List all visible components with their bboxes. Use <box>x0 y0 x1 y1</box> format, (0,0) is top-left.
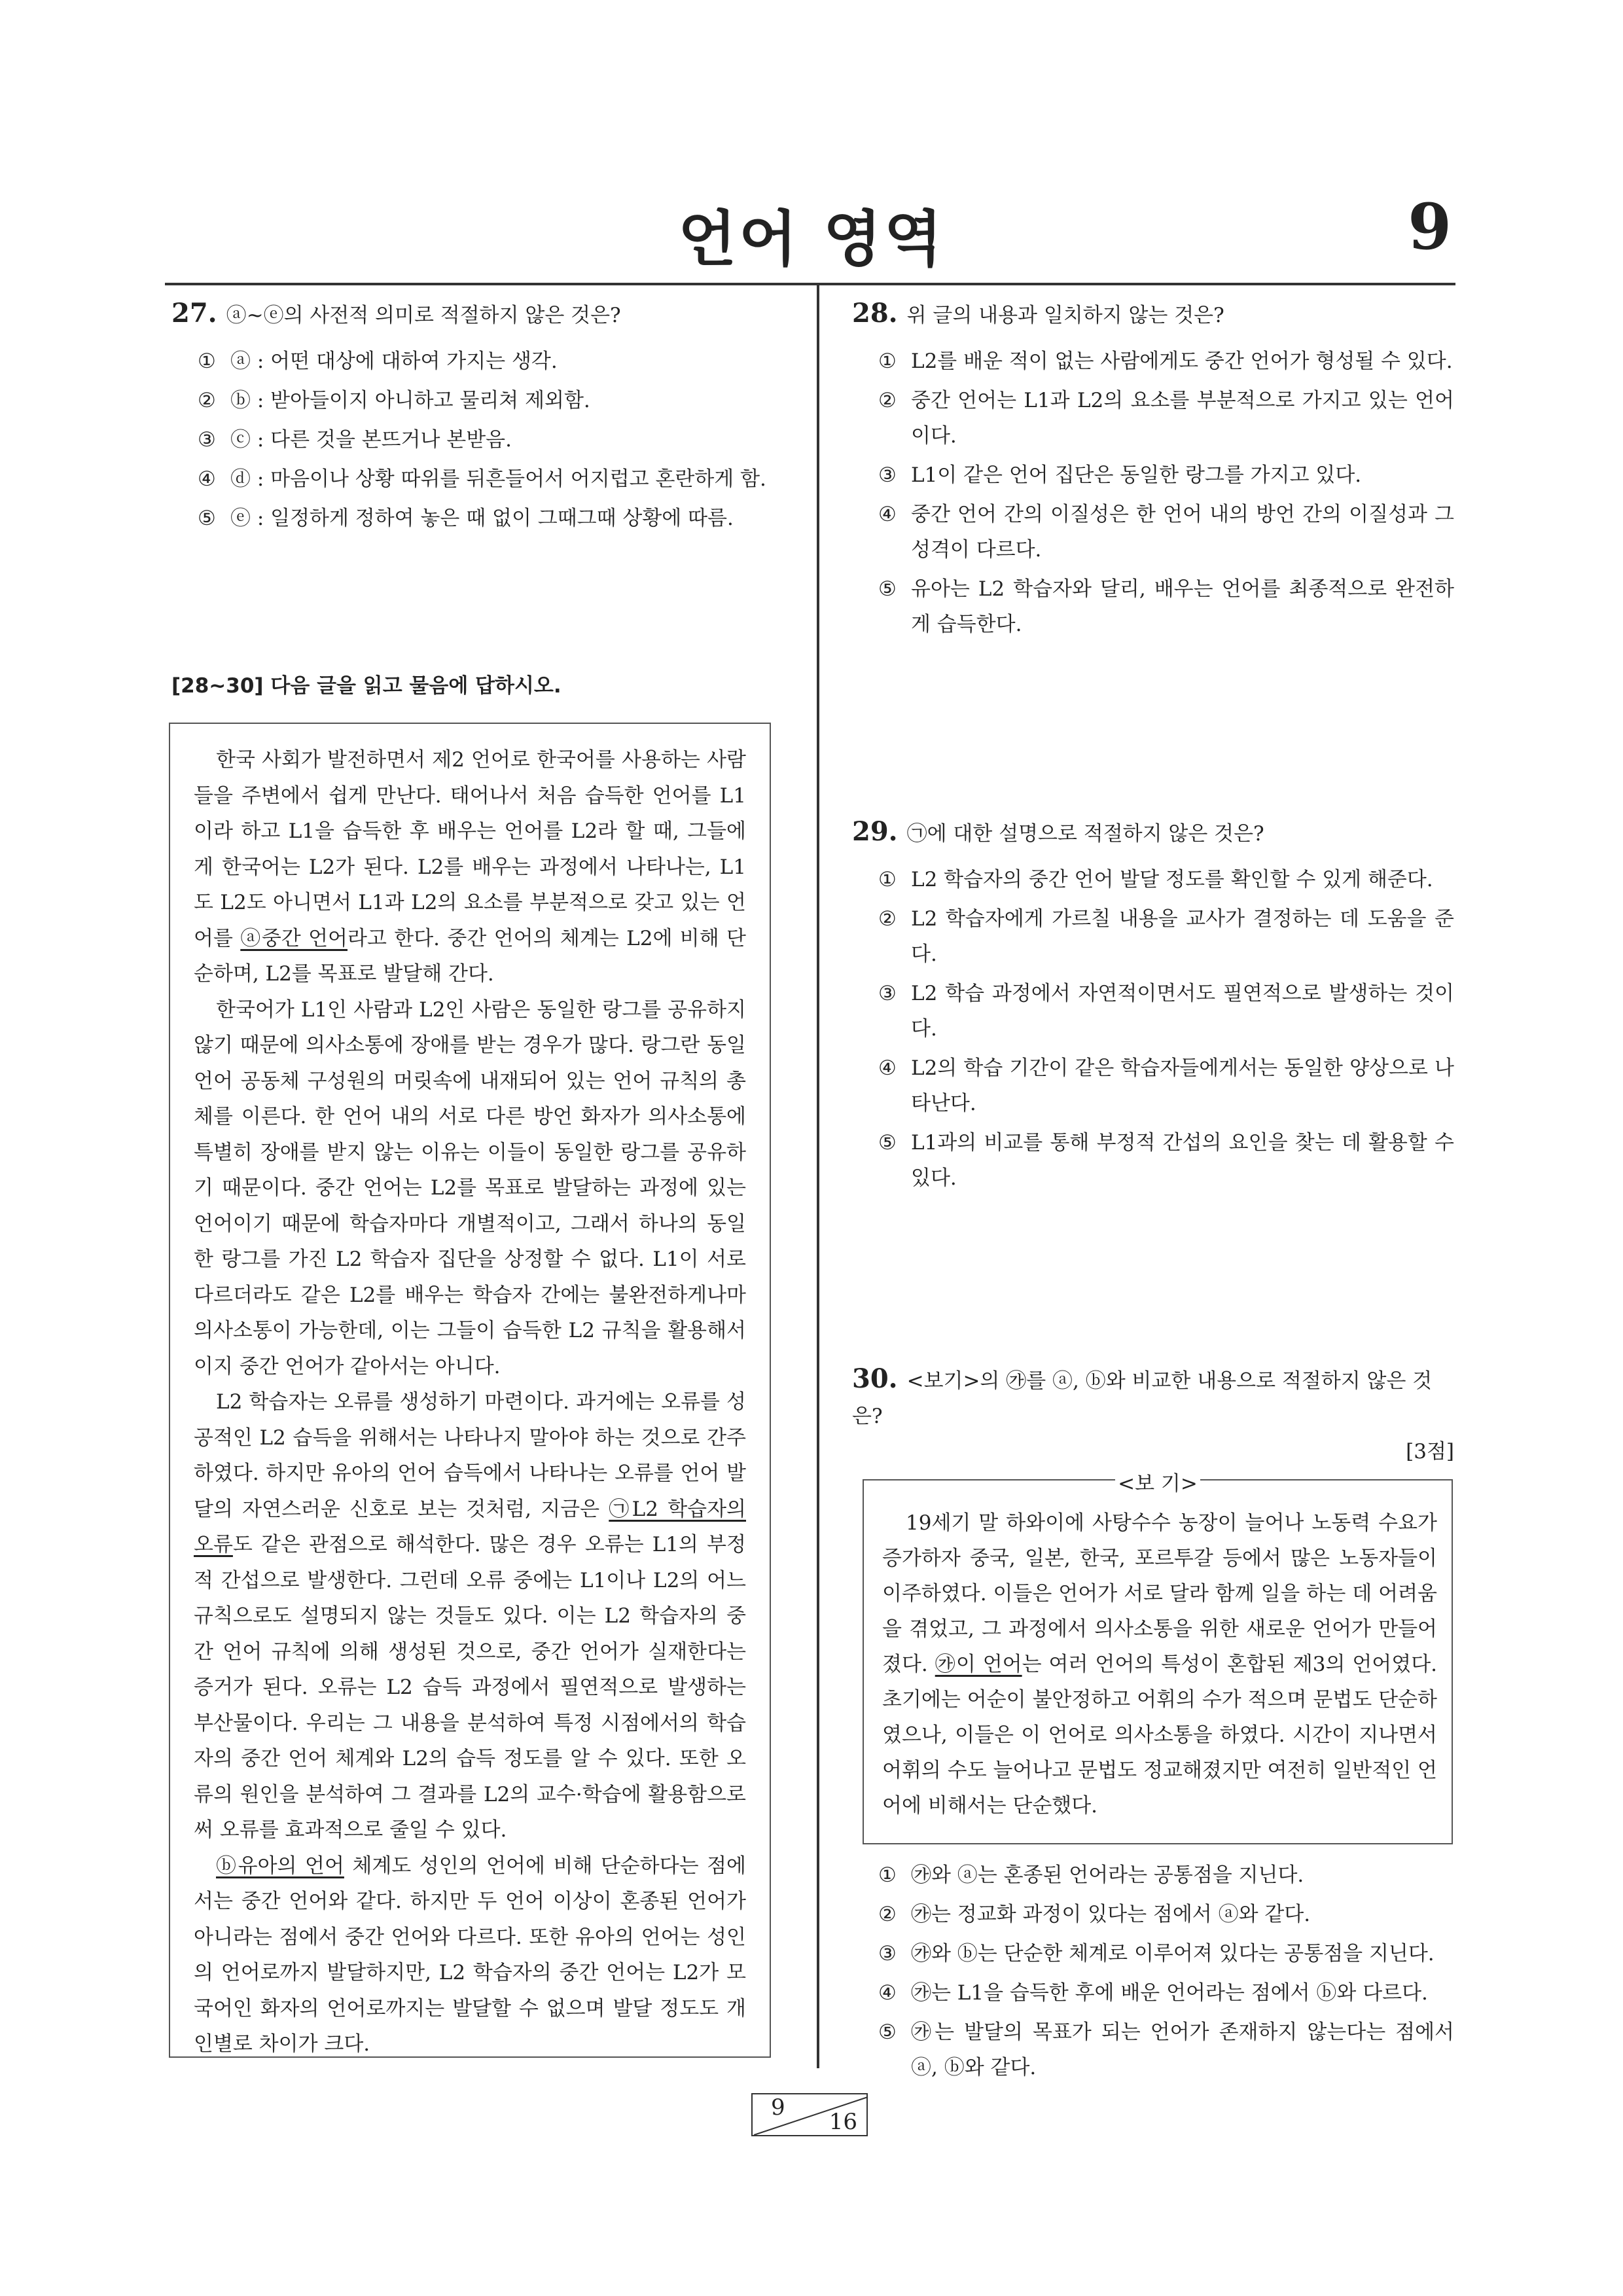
option-text: L1과의 비교를 통해 부정적 간섭의 요인을 찾는 데 활용할 수 있다. <box>911 1131 1454 1190</box>
answer-option[interactable] <box>878 497 1454 567</box>
option-marker: ④ <box>198 467 216 491</box>
answer-option[interactable] <box>878 1857 1454 1893</box>
answer-option[interactable] <box>878 383 1454 454</box>
option-marker: ④ <box>878 1981 897 2005</box>
header-rule <box>165 283 1455 285</box>
bogi-text: 19세기 말 하와이에 사탕수수 농장이 늘어나 노동력 수요가 증가하자 중국, 일본, 한국, 포르투갈 등에서 많은 노동자들이 이주하였다. 이들은 언어가 서로 달라 함께 일을 하는 데 어려움을 겪었고, 그 과정에서 의사소통을 위한 새로운 언어가 만들어졌다. ㉮이 언어는 여러 언어의 특성이 혼합된 제3의 언어였다. 초기에는 어순이 불안정하고 어휘의 수가 적으며 문법도 단순하였으나, 이들은 이 언어로 의사소통을 하였다. 시간이 지나면서 어휘의 수도 늘어나고 문법도 정교해졌지만 여전히 일반적인 언어에 비해서는 단순했다. <box>882 1511 1437 1818</box>
option-marker: ② <box>878 1903 897 1926</box>
answer-option[interactable] <box>878 2015 1454 2085</box>
option-text: ⓐ : 어떤 대상에 대하여 가지는 생각. <box>230 350 558 373</box>
option-marker: ③ <box>878 1942 897 1965</box>
question-28 <box>852 296 1454 646</box>
option-text: ㉮와 ⓐ는 혼종된 언어라는 공통점을 지닌다. <box>911 1863 1304 1887</box>
underlined-term-a: ⓐ중간 언어 <box>240 926 348 950</box>
answer-option[interactable] <box>878 1936 1454 1971</box>
answer-option[interactable] <box>198 461 780 497</box>
question-number: 30. <box>852 1363 898 1394</box>
answer-option[interactable] <box>198 422 780 457</box>
passage-paragraph: L2 학습자는 오류를 생성하기 마련이다. 과거에는 오류를 성공적인 L2 습득을 위해서는 나타나지 말아야 하는 것으로 간주하였다. 하지만 유아의 언어 습득에서 나타나는 오류를 언어 발달의 자연스러운 신호로 보는 것처럼, 지금은 ㉠L2 학습자의 오류도 같은 관점으로 해석한다. 많은 경우 오류는 L1의 부정적 간섭으로 발생한다. 그런데 오류 중에는 L1이나 L2의 어느 규칙으로도 설명되지 않는 것들도 있다. 이는 L2 학습자의 중간 언어 규칙에 의해 생성된 것으로, 중간 언어가 실재한다는 증거가 된다. 오류는 L2 습득 과정에서 필연적으로 발생하는 부산물이다. 우리는 그 내용을 분석하여 특정 시점에서의 학습자의 중간 언어 체계와 L2의 습득 정도를 알 수 있다. 또한 오류의 원인을 분석하여 그 결과를 L2의 교수·학습에 활용함으로써 오류를 효과적으로 줄일 수 있다. <box>194 1390 746 1842</box>
passage-paragraph: 한국 사회가 발전하면서 제2 언어로 한국어를 사용하는 사람들을 주변에서 쉽게 만난다. 태어나서 처음 습득한 언어를 L1이라 하고 L1을 습득한 후 배우는 언어를 L2라 할 때, 그들에게 한국어는 L2가 된다. L2를 배우는 과정에서 나타나는, L1도 L2도 아니면서 L1과 L2의 요소를 부분적으로 갖고 있는 언어를 ⓐ중간 언어라고 한다. 중간 언어의 체계는 L2에 비해 단순하며, L2를 목표로 발달해 간다. <box>194 748 747 986</box>
option-marker: ④ <box>878 1056 897 1080</box>
page-indicator <box>751 2093 868 2136</box>
question-stem: <보기>의 ㉮를 ⓐ, ⓑ와 비교한 내용으로 적절하지 않은 것은? <box>852 1369 1433 1428</box>
option-text: 중간 언어는 L1과 L2의 요소를 부분적으로 가지고 있는 언어이다. <box>911 389 1454 448</box>
underlined-term-b: ⓑ유아의 언어 <box>216 1854 344 1878</box>
option-text: ⓒ : 다른 것을 본뜨거나 본받음. <box>230 428 512 452</box>
column-divider <box>817 284 819 2068</box>
option-list <box>878 1857 1454 2085</box>
current-page: 9 <box>771 2094 785 2121</box>
option-text: L2 학습자의 중간 언어 발달 정도를 확인할 수 있게 해준다. <box>911 868 1433 891</box>
option-marker: ③ <box>878 982 897 1005</box>
option-text: ㉮는 발달의 목표가 되는 언어가 존재하지 않는다는 점에서 ⓐ, ⓑ와 같다. <box>911 2020 1454 2079</box>
option-marker: ① <box>878 1863 897 1887</box>
option-text: L2 학습자에게 가르칠 내용을 교사가 결정하는 데 도움을 준다. <box>911 907 1454 966</box>
bogi-box <box>863 1472 1453 1844</box>
option-marker: ⑤ <box>878 2020 897 2044</box>
option-marker: ② <box>878 389 897 412</box>
answer-option[interactable] <box>878 1050 1454 1121</box>
option-marker: ① <box>198 350 216 373</box>
question-30-options <box>852 1857 1454 2089</box>
option-text: L2의 학습 기간이 같은 학습자들에게서는 동일한 양상으로 나타난다. <box>911 1056 1454 1115</box>
option-text: 유아는 L2 학습자와 달리, 배우는 언어를 최종적으로 완전하게 습득한다. <box>911 577 1454 636</box>
answer-option[interactable] <box>878 571 1454 642</box>
answer-option[interactable] <box>878 1975 1454 2011</box>
question-stem: ⓐ~ⓔ의 사전적 의미로 적절하지 않은 것은? <box>226 304 621 327</box>
option-list <box>878 344 1454 642</box>
option-list <box>878 862 1454 1196</box>
total-pages: 16 <box>829 2109 857 2135</box>
answer-option[interactable] <box>198 344 780 379</box>
option-list <box>198 344 780 536</box>
answer-option[interactable] <box>878 344 1454 379</box>
answer-option[interactable] <box>198 501 780 536</box>
option-marker: ① <box>878 868 897 891</box>
option-marker: ④ <box>878 503 897 526</box>
answer-option[interactable] <box>878 862 1454 897</box>
option-marker: ① <box>878 350 897 373</box>
option-text: ㉮는 정교화 과정이 있다는 점에서 ⓐ와 같다. <box>911 1903 1311 1926</box>
option-text: L2 학습 과정에서 자연적이면서도 필연적으로 발생하는 것이다. <box>911 982 1454 1041</box>
option-text: 중간 언어 간의 이질성은 한 언어 내의 방언 간의 이질성과 그 성격이 다르다. <box>911 503 1454 562</box>
answer-option[interactable] <box>878 457 1454 493</box>
underlined-term-giyeok: ㉠L2 학습자의 오류 <box>194 1497 746 1556</box>
answer-option[interactable] <box>878 1125 1454 1196</box>
reading-passage <box>169 723 771 2058</box>
answer-option[interactable] <box>878 1897 1454 1932</box>
question-number: 28. <box>852 298 898 329</box>
option-text: ㉮와 ⓑ는 단순한 체계로 이루어져 있다는 공통점을 지닌다. <box>911 1942 1435 1965</box>
option-text: ㉮는 L1을 습득한 후에 배운 언어라는 점에서 ⓑ와 다르다. <box>911 1981 1428 2005</box>
option-marker: ⑤ <box>878 577 897 601</box>
question-number: 29. <box>852 816 898 847</box>
option-marker: ② <box>198 389 216 412</box>
score-label: [3점] <box>1406 1440 1454 1463</box>
option-text: L1이 같은 언어 집단은 동일한 랑그를 가지고 있다. <box>911 463 1362 487</box>
option-text: ⓔ : 일정하게 정하여 놓은 때 없이 그때그때 상황에 따름. <box>230 507 734 530</box>
question-27 <box>171 296 780 540</box>
answer-option[interactable] <box>878 901 1454 972</box>
passage-paragraph: ⓑ유아의 언어 체계도 성인의 언어에 비해 단순하다는 점에서는 중간 언어와 같다. 하지만 두 언어 이상이 혼종된 언어가 아니라는 점에서 중간 언어와 다르다. 또한 유아의 언어는 성인의 언어로까지 발달하지만, L2 학습자의 중간 언어는 L2가 모국어인 화자의 언어로까지는 발달할 수 없으며 발달 정도도 개인별로 차이가 크다. <box>194 1854 746 2056</box>
question-stem: ㉠에 대한 설명으로 적절하지 않은 것은? <box>906 822 1264 846</box>
option-text: L2를 배운 적이 없는 사람에게도 중간 언어가 형성될 수 있다. <box>911 350 1453 373</box>
page-number-header: 9 <box>1408 190 1452 264</box>
option-marker: ⑤ <box>198 507 216 530</box>
option-marker: ⑤ <box>878 1131 897 1155</box>
section-heading: [28~30] 다음 글을 읽고 물음에 답하시오. <box>171 674 562 698</box>
answer-option[interactable] <box>198 383 780 418</box>
passage-paragraph: 한국어가 L1인 사람과 L2인 사람은 동일한 랑그를 공유하지 않기 때문에 의사소통에 장애를 받는 경우가 많다. 랑그란 동일 언어 공동체 구성원의 머릿속에 내재되어 있는 언어 규칙의 총체를 이른다. 한 언어 내의 서로 다른 방언 화자가 의사소통에 특별히 장애를 받지 않는 이유는 이들이 동일한 랑그를 공유하기 때문이다. 중간 언어는 L2를 목표로 발달하는 과정에 있는 언어이기 때문에 학습자마다 개별적이고, 그래서 하나의 동일한 랑그를 가진 L2 학습자 집단을 상정할 수 없다. L1이 서로 다르더라도 같은 L2를 배우는 학습자 간에는 불완전하게나마 의사소통이 가능한데, 이는 그들이 습득한 L2 규칙을 활용해서이지 중간 언어가 같아서는 아니다. <box>194 997 746 1378</box>
question-number: 27. <box>171 298 217 329</box>
question-30 <box>852 1361 1454 1469</box>
bogi-label: <보 기> <box>1115 1472 1200 1496</box>
answer-option[interactable] <box>878 976 1454 1047</box>
question-29 <box>852 814 1454 1200</box>
option-text: ⓑ : 받아들이지 아니하고 물리쳐 제외함. <box>230 389 590 412</box>
page-title: 언어 영역 <box>678 204 945 274</box>
option-marker: ③ <box>198 428 216 452</box>
option-text: ⓓ : 마음이나 상황 따위를 뒤흔들어서 어지럽고 혼란하게 함. <box>230 467 766 491</box>
question-stem: 위 글의 내용과 일치하지 않는 것은? <box>906 304 1224 327</box>
option-marker: ② <box>878 907 897 931</box>
underlined-term-ga: ㉮이 언어 <box>935 1653 1022 1676</box>
option-marker: ③ <box>878 463 897 487</box>
